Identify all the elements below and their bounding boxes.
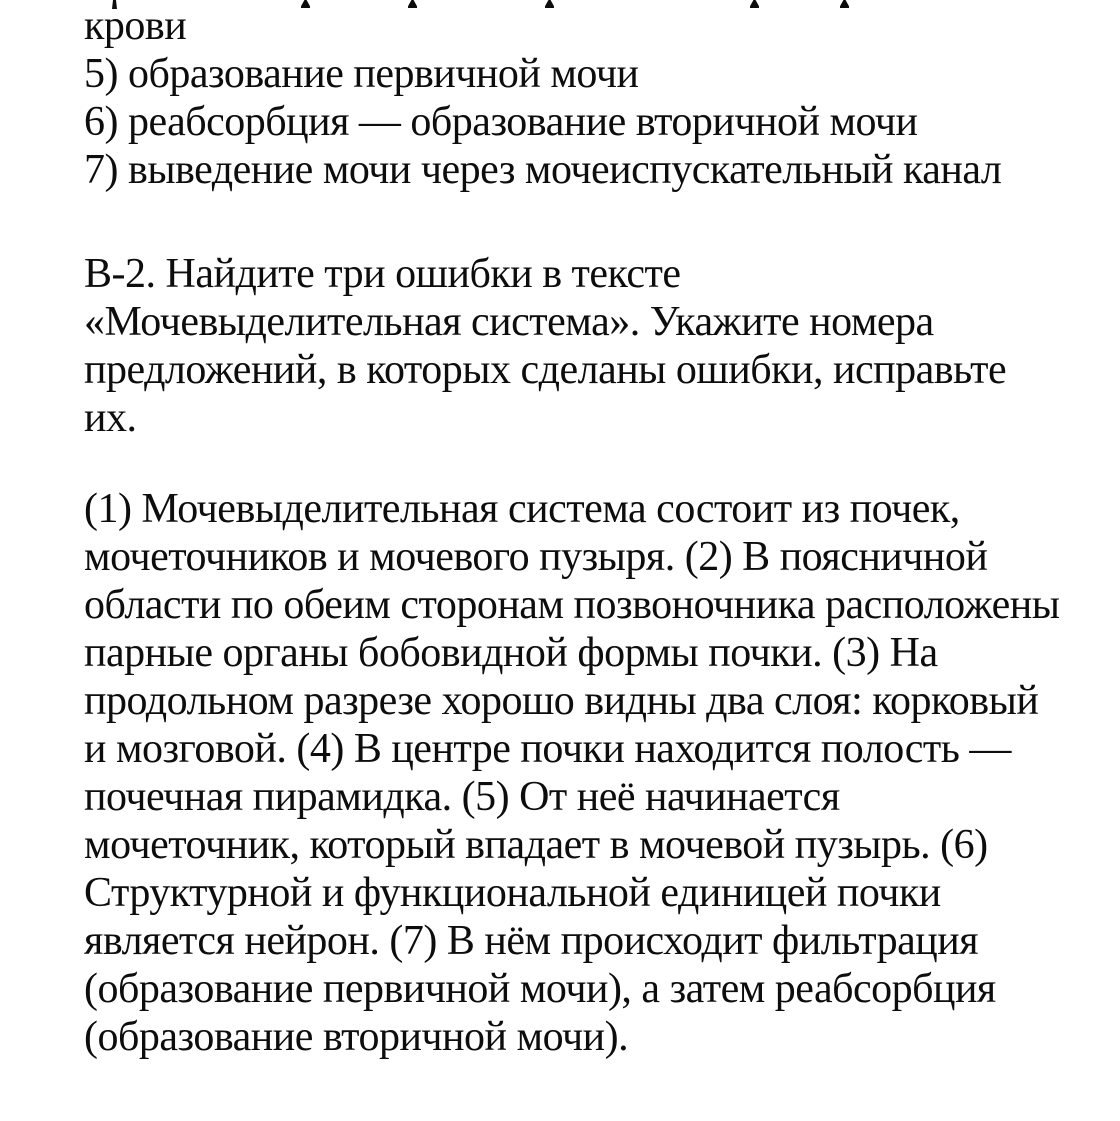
numbered-list-block (84, 2, 1100, 194)
body-text-line: продольном разрезе хорошо видны два слоя: корковый (84, 678, 1039, 724)
body-text-line: (образование первичной мочи), а затем реабсорбция (84, 966, 996, 1012)
list-item-6: 6) реабсорбция — образование вторичной мочи (84, 99, 918, 145)
list-item-5: 5) образование первичной мочи (84, 51, 639, 97)
body-text-line: области по обеим сторонам позвоночника расположены (84, 582, 1060, 628)
body-text-line: и мозговой. (4) В центре почки находится полость — (84, 726, 1011, 772)
body-text-line: мочеточник, который впадает в мочевой пузырь. (6) (84, 822, 988, 868)
body-text-line: парные органы бобовидной формы почки. (3) На (84, 630, 938, 676)
task-line: «Мочевыделительная система». Укажите номера (84, 299, 934, 345)
body-text-line: является нейрон. (7) В нём происходит фильтрация (84, 918, 979, 964)
body-text-line: мочеточников и мочевого пузыря. (2) В поясничной (84, 534, 988, 580)
body-text-line: (1) Мочевыделительная система состоит из почек, (84, 486, 960, 532)
list-item-7: 7) выведение мочи через мочеиспускательный канал (84, 147, 1002, 193)
list-continuation-word: крови (84, 3, 187, 49)
body-text-line: (образование вторичной мочи). (84, 1014, 629, 1060)
body-text-block (84, 485, 1100, 1061)
task-line: В-2. Найдите три ошибки в тексте (84, 251, 681, 297)
task-line: предложений, в которых сделаны ошибки, исправьте (84, 347, 1007, 393)
task-line: их. (84, 395, 137, 441)
body-text-line: почечная пирамидка. (5) От неё начинается (84, 774, 840, 820)
task-statement-block (84, 250, 1100, 442)
body-text-line: Структурной и функциональной единицей почки (84, 870, 941, 916)
